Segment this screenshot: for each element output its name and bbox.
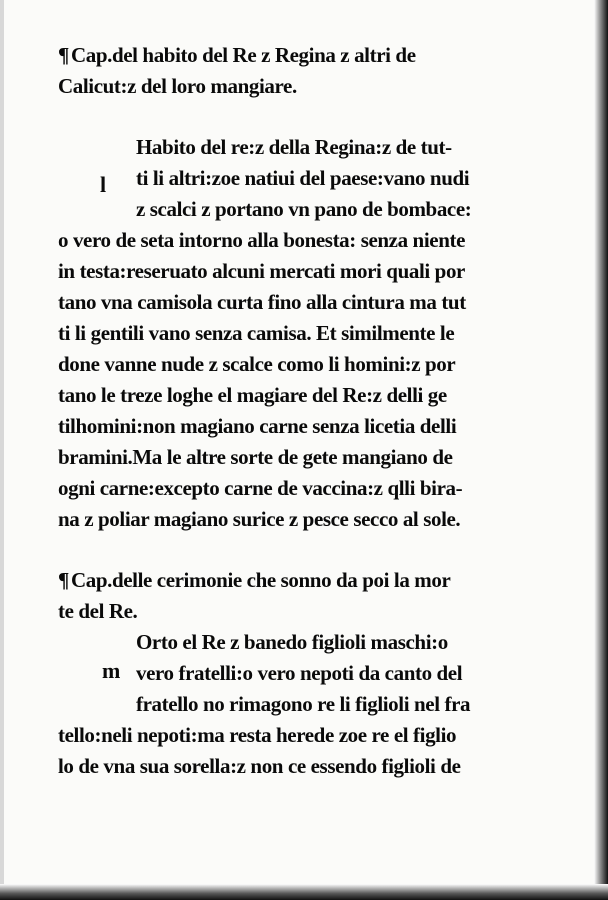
chapter2-body-line-2: lo de vna sua sorella:z non ce essendo figlioli de [58,754,461,778]
chapter1-body-line-8: bramini.Ma le altre sorte de gete mangiano de [58,445,453,469]
chapter1-guide-letter: l [100,172,107,197]
chapter1-body-line-7: tilhomini:non magiano carne senza licetia delli [58,414,457,438]
chapter1-body-line-2: in testa:reseruato alcuni mercati mori quali por [58,259,465,283]
page-right-edge-shadow [594,0,608,900]
chapter1-body-line-1: o vero de seta intorno alla bonesta: senza niente [58,228,465,252]
chapter1-body-line-5: done vanne nude z scalce como li homini:z por [58,352,456,376]
chapter1-body-line-10: na z poliar magiano surice z pesce secco al sole. [58,507,461,531]
text-column [58,40,558,782]
spacer [58,535,558,565]
chapter1-body-line-9: ogni carne:excepto carne de vaccina:z qlli bira- [58,476,463,500]
chapter2-guide-letter: m [102,658,121,683]
page-bottom-edge-shadow [0,884,608,900]
chapter1-opening-line-3: z scalci z portano vn pano de bombace: [136,197,472,221]
pilcrow-mark: ¶ [58,568,69,592]
chapter2-body-line-1: tello:neli nepoti:ma resta herede zoe re el figlio [58,723,457,747]
pilcrow-mark: ¶ [58,43,69,67]
chapter2-heading-line-2: te del Re. [58,599,138,623]
chapter1-body-line-6: tano le treze loghe el magiare del Re:z delli ge [58,383,447,407]
chapter1-body-line-4: ti li gentili vano senza camisa. Et similmente le [58,321,455,345]
chapter1-heading-line-1: ¶Cap.del habito del Re z Regina z altri de [58,43,416,67]
chapter2-opening-line-1: Orto el Re z banedo figlioli maschi:o [136,630,448,654]
page-left-edge-shadow [0,0,4,900]
chapter1-opening-line-2: ti li altri:zoe natiui del paese:vano nudi [136,166,470,190]
chapter2-opening-line-2: vero fratelli:o vero nepoti da canto del [136,661,463,685]
spacer [58,102,558,132]
chapter2-heading-line-1: ¶Cap.delle cerimonie che sonno da poi la mor [58,568,451,592]
chapter1-opening-line-1: Habito del re:z della Regina:z de tut- [136,135,452,159]
chapter1-heading-line-2: Calicut:z del loro mangiare. [58,74,297,98]
chapter1-body-line-3: tano vna camisola curta fino alla cintura ma tut [58,290,466,314]
chapter2-opening-line-3: fratello no rimagono re li figlioli nel fra [136,692,471,716]
